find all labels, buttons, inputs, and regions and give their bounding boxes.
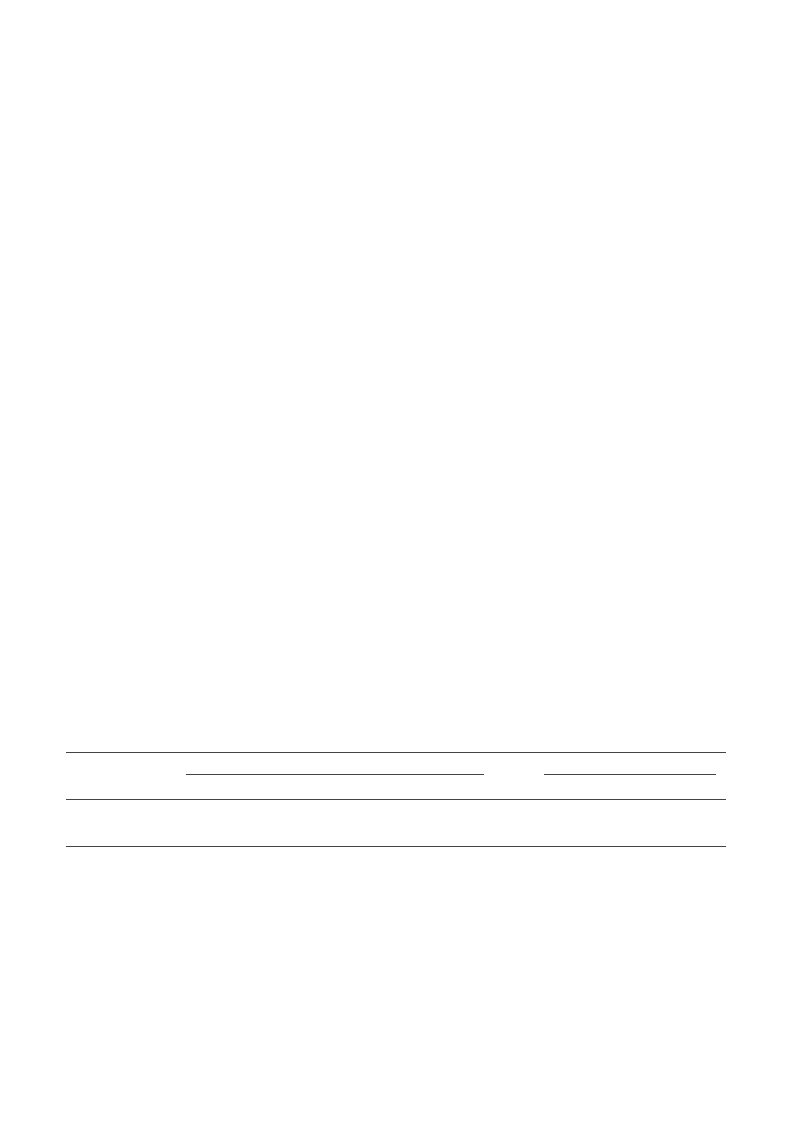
figure-transient-absorption [0,866,793,996]
table-top-rule [66,752,726,753]
figure-fluorescence-decays [0,40,793,225]
table-column-rule-right [544,774,716,775]
table-column-rule-left [186,774,484,775]
table-bottom-rule [66,846,726,847]
table-header-rule [66,799,726,800]
